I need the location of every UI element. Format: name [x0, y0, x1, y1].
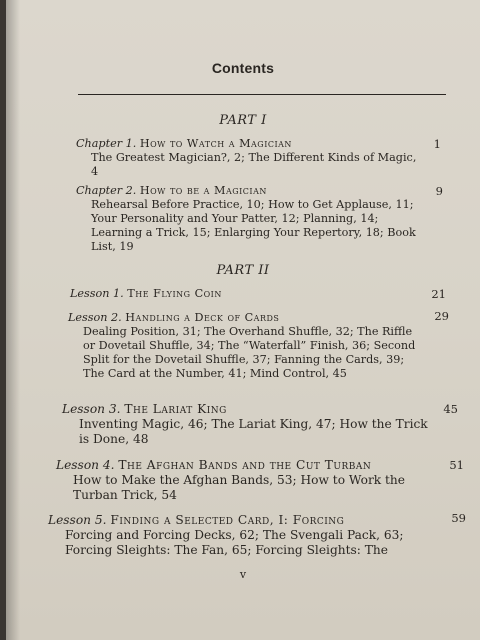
- toc-entry-lesson-1: [70, 287, 410, 301]
- page-number: 45: [443, 402, 458, 416]
- entry-detail: Dealing Position, 31; The Overhand Shuffle, 32; The Riffle or Dovetail Shuffle, 34; The “Waterfall” Finish, 36; Second Split for the Dovetail Shuffle, 37; Fanning the Cards, 39; The Card at the Number, 41; Mind Control, 45: [83, 325, 416, 380]
- heading-rule: [78, 94, 446, 95]
- entry-title: How to Watch a Magician: [139, 137, 292, 150]
- part-heading-1: PART I: [219, 113, 267, 128]
- entry-heading: [76, 137, 426, 151]
- toc-entry-lesson-2: [68, 311, 420, 381]
- page-number: 21: [431, 287, 446, 301]
- entry-title: Finding a Selected Card, I: Forcing: [110, 513, 345, 527]
- toc-entry-chapter-2: [76, 184, 416, 254]
- entry-title: The Flying Coin: [127, 287, 222, 300]
- entry-heading: [62, 402, 434, 417]
- entry-title: Handling a Deck of Cards: [125, 311, 280, 324]
- page-gutter-shadow: [6, 0, 20, 640]
- entry-title: The Afghan Bands and the Cut Turban: [118, 458, 372, 472]
- entry-heading: [68, 311, 420, 325]
- page-number: 1: [433, 137, 441, 151]
- entry-title: How to be a Magician: [139, 184, 267, 197]
- entry-number: Lesson 2.: [68, 311, 122, 324]
- contents-heading: Contents: [211, 60, 275, 76]
- page-number: 29: [434, 309, 449, 323]
- entry-number: Lesson 3.: [62, 402, 121, 416]
- entry-number: Lesson 5.: [48, 513, 107, 527]
- entry-detail: Forcing and Forcing Decks, 62; The Svengali Pack, 63; Forcing Sleights: The Fan, 65; Forcing Sleights: The: [65, 528, 404, 557]
- entry-detail: Inventing Magic, 46; The Lariat King, 47; How the Trick is Done, 48: [79, 417, 428, 446]
- book-page: [6, 0, 480, 640]
- entry-number: Chapter 1.: [76, 137, 137, 150]
- toc-entry-lesson-4: [56, 458, 442, 503]
- toc-entry-lesson-5: [48, 513, 444, 558]
- entry-title: The Lariat King: [124, 402, 227, 416]
- entry-detail: The Greatest Magician?, 2; The Different Kinds of Magic, 4: [91, 151, 417, 178]
- entry-heading: [70, 287, 410, 301]
- page-number: 51: [449, 458, 464, 472]
- entry-heading: [76, 184, 416, 198]
- entry-heading: [56, 458, 442, 473]
- page-number: 9: [435, 184, 443, 198]
- part-heading-2: PART II: [216, 263, 270, 278]
- entry-heading: [48, 513, 444, 528]
- toc-entry-lesson-3: [62, 402, 434, 447]
- entry-number: Lesson 4.: [56, 458, 115, 472]
- page-footer-mark: v: [239, 568, 247, 581]
- entry-number: Chapter 2.: [76, 184, 137, 197]
- entry-detail: How to Make the Afghan Bands, 53; How to Work the Turban Trick, 54: [73, 473, 405, 502]
- page-number: 59: [451, 511, 466, 525]
- entry-detail: Rehearsal Before Practice, 10; How to Get Applause, 11; Your Personality and Your Patter, 12; Planning, 14; Learning a Trick, 15; Enlarging Your Repertory, 18; Book List, 19: [91, 198, 416, 253]
- toc-entry-chapter-1: [76, 137, 426, 179]
- entry-number: Lesson 1.: [70, 287, 124, 300]
